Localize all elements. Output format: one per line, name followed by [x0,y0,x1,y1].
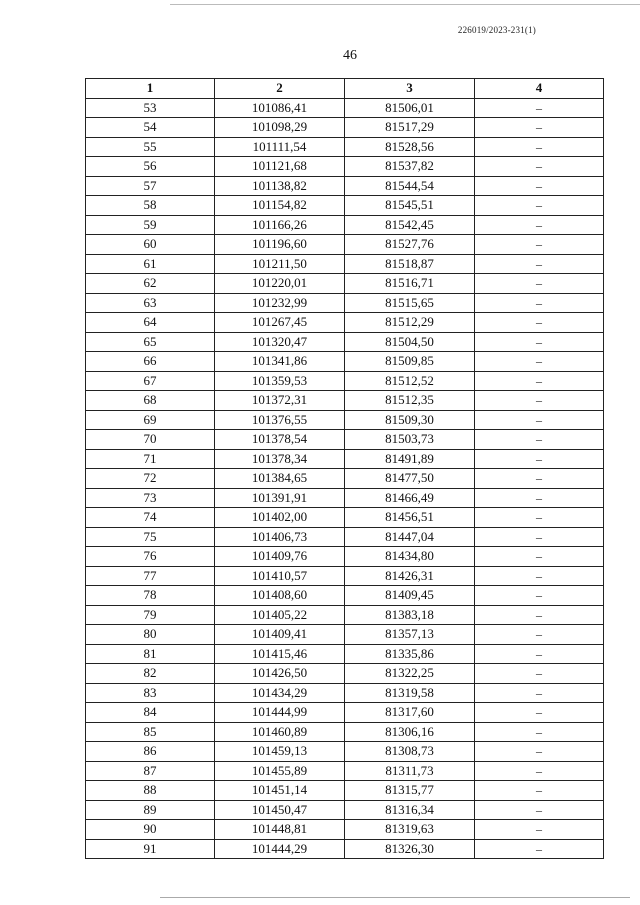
x-coordinate-cell: 101378,54 [215,430,345,450]
point-number-cell: 55 [86,137,215,157]
y-coordinate-cell: 81542,45 [345,215,475,235]
x-coordinate-cell: 101450,47 [215,800,345,820]
note-cell: – [475,118,604,138]
point-number-cell: 56 [86,157,215,177]
table-row [86,254,604,274]
point-number-cell: 60 [86,235,215,255]
point-number-cell: 79 [86,605,215,625]
note-cell: – [475,157,604,177]
table-row [86,371,604,391]
note-cell: – [475,800,604,820]
y-coordinate-cell: 81311,73 [345,761,475,781]
y-coordinate-cell: 81316,34 [345,800,475,820]
note-cell: – [475,683,604,703]
point-number-cell: 74 [86,508,215,528]
table-row [86,157,604,177]
column-header-1: 1 [86,79,215,99]
y-coordinate-cell: 81306,16 [345,722,475,742]
note-cell: – [475,644,604,664]
note-cell: – [475,430,604,450]
point-number-cell: 68 [86,391,215,411]
x-coordinate-cell: 101372,31 [215,391,345,411]
y-coordinate-cell: 81503,73 [345,430,475,450]
point-number-cell: 73 [86,488,215,508]
x-coordinate-cell: 101166,26 [215,215,345,235]
note-cell: – [475,742,604,762]
note-cell: – [475,449,604,469]
x-coordinate-cell: 101410,57 [215,566,345,586]
table-row [86,410,604,430]
point-number-cell: 78 [86,586,215,606]
page-number: 46 [343,48,357,63]
y-coordinate-cell: 81466,49 [345,488,475,508]
table-row [86,566,604,586]
top-rule [170,4,640,5]
point-number-cell: 63 [86,293,215,313]
y-coordinate-cell: 81537,82 [345,157,475,177]
point-number-cell: 71 [86,449,215,469]
y-coordinate-cell: 81317,60 [345,703,475,723]
x-coordinate-cell: 101267,45 [215,313,345,333]
note-cell: – [475,254,604,274]
x-coordinate-cell: 101460,89 [215,722,345,742]
point-number-cell: 85 [86,722,215,742]
table-row [86,644,604,664]
y-coordinate-cell: 81506,01 [345,98,475,118]
point-number-cell: 84 [86,703,215,723]
point-number-cell: 53 [86,98,215,118]
y-coordinate-cell: 81315,77 [345,781,475,801]
point-number-cell: 91 [86,839,215,859]
table-row [86,196,604,216]
table-row [86,625,604,645]
y-coordinate-cell: 81477,50 [345,469,475,489]
table-row [86,313,604,333]
note-cell: – [475,391,604,411]
note-cell: – [475,703,604,723]
note-cell: – [475,176,604,196]
y-coordinate-cell: 81434,80 [345,547,475,567]
y-coordinate-cell: 81322,25 [345,664,475,684]
table-row [86,391,604,411]
y-coordinate-cell: 81512,52 [345,371,475,391]
x-coordinate-cell: 101378,34 [215,449,345,469]
y-coordinate-cell: 81518,87 [345,254,475,274]
table-row [86,176,604,196]
x-coordinate-cell: 101384,65 [215,469,345,489]
point-number-cell: 77 [86,566,215,586]
point-number-cell: 83 [86,683,215,703]
x-coordinate-cell: 101415,46 [215,644,345,664]
x-coordinate-cell: 101341,86 [215,352,345,372]
x-coordinate-cell: 101402,00 [215,508,345,528]
table-row [86,742,604,762]
note-cell: – [475,625,604,645]
table-row [86,703,604,723]
x-coordinate-cell: 101320,47 [215,332,345,352]
y-coordinate-cell: 81456,51 [345,508,475,528]
x-coordinate-cell: 101376,55 [215,410,345,430]
note-cell: – [475,352,604,372]
x-coordinate-cell: 101444,99 [215,703,345,723]
x-coordinate-cell: 101409,76 [215,547,345,567]
column-header-4: 4 [475,79,604,99]
x-coordinate-cell: 101426,50 [215,664,345,684]
y-coordinate-cell: 81544,54 [345,176,475,196]
point-number-cell: 88 [86,781,215,801]
table-row [86,527,604,547]
x-coordinate-cell: 101409,41 [215,625,345,645]
y-coordinate-cell: 81383,18 [345,605,475,625]
point-number-cell: 62 [86,274,215,294]
note-cell: – [475,820,604,840]
x-coordinate-cell: 101232,99 [215,293,345,313]
x-coordinate-cell: 101406,73 [215,527,345,547]
note-cell: – [475,508,604,528]
table-row [86,508,604,528]
note-cell: – [475,196,604,216]
point-number-cell: 59 [86,215,215,235]
table-row [86,235,604,255]
y-coordinate-cell: 81515,65 [345,293,475,313]
y-coordinate-cell: 81335,86 [345,644,475,664]
x-coordinate-cell: 101451,14 [215,781,345,801]
y-coordinate-cell: 81504,50 [345,332,475,352]
point-number-cell: 57 [86,176,215,196]
point-number-cell: 86 [86,742,215,762]
table-row [86,781,604,801]
y-coordinate-cell: 81326,30 [345,839,475,859]
point-number-cell: 75 [86,527,215,547]
x-coordinate-cell: 101138,82 [215,176,345,196]
table-row [86,820,604,840]
column-header-3: 3 [345,79,475,99]
document-number: 226019/2023-231(1) [457,25,536,35]
table-row [86,488,604,508]
note-cell: – [475,98,604,118]
y-coordinate-cell: 81512,29 [345,313,475,333]
note-cell: – [475,371,604,391]
note-cell: – [475,215,604,235]
point-number-cell: 70 [86,430,215,450]
y-coordinate-cell: 81527,76 [345,235,475,255]
y-coordinate-cell: 81319,63 [345,820,475,840]
table-row [86,839,604,859]
note-cell: – [475,781,604,801]
table-row [86,274,604,294]
table-row [86,547,604,567]
y-coordinate-cell: 81426,31 [345,566,475,586]
x-coordinate-cell: 101459,13 [215,742,345,762]
table-row [86,449,604,469]
table-row [86,800,604,820]
table-row [86,137,604,157]
point-number-cell: 65 [86,332,215,352]
table-row [86,352,604,372]
x-coordinate-cell: 101391,91 [215,488,345,508]
x-coordinate-cell: 101121,68 [215,157,345,177]
x-coordinate-cell: 101434,29 [215,683,345,703]
note-cell: – [475,839,604,859]
bottom-rule [160,897,630,898]
point-number-cell: 89 [86,800,215,820]
note-cell: – [475,137,604,157]
table-row [86,469,604,489]
table-row [86,430,604,450]
y-coordinate-cell: 81357,13 [345,625,475,645]
x-coordinate-cell: 101408,60 [215,586,345,606]
table-body [86,98,604,859]
x-coordinate-cell: 101154,82 [215,196,345,216]
point-number-cell: 66 [86,352,215,372]
note-cell: – [475,566,604,586]
note-cell: – [475,664,604,684]
point-number-cell: 81 [86,644,215,664]
y-coordinate-cell: 81528,56 [345,137,475,157]
x-coordinate-cell: 101405,22 [215,605,345,625]
table-row [86,98,604,118]
note-cell: – [475,547,604,567]
x-coordinate-cell: 101111,54 [215,137,345,157]
note-cell: – [475,761,604,781]
point-number-cell: 54 [86,118,215,138]
column-header-2: 2 [215,79,345,99]
note-cell: – [475,469,604,489]
table-row [86,722,604,742]
note-cell: – [475,488,604,508]
y-coordinate-cell: 81509,85 [345,352,475,372]
x-coordinate-cell: 101455,89 [215,761,345,781]
x-coordinate-cell: 101086,41 [215,98,345,118]
y-coordinate-cell: 81447,04 [345,527,475,547]
note-cell: – [475,274,604,294]
coordinates-table [85,78,604,859]
x-coordinate-cell: 101098,29 [215,118,345,138]
note-cell: – [475,586,604,606]
point-number-cell: 64 [86,313,215,333]
table-row [86,683,604,703]
table-row [86,215,604,235]
table-row [86,605,604,625]
note-cell: – [475,332,604,352]
point-number-cell: 61 [86,254,215,274]
note-cell: – [475,410,604,430]
point-number-cell: 76 [86,547,215,567]
note-cell: – [475,722,604,742]
point-number-cell: 58 [86,196,215,216]
y-coordinate-cell: 81512,35 [345,391,475,411]
point-number-cell: 87 [86,761,215,781]
note-cell: – [475,605,604,625]
table-row [86,664,604,684]
table-row [86,586,604,606]
point-number-cell: 80 [86,625,215,645]
y-coordinate-cell: 81308,73 [345,742,475,762]
table-row [86,332,604,352]
table-row [86,118,604,138]
y-coordinate-cell: 81409,45 [345,586,475,606]
x-coordinate-cell: 101359,53 [215,371,345,391]
x-coordinate-cell: 101444,29 [215,839,345,859]
y-coordinate-cell: 81516,71 [345,274,475,294]
y-coordinate-cell: 81545,51 [345,196,475,216]
note-cell: – [475,293,604,313]
note-cell: – [475,527,604,547]
y-coordinate-cell: 81517,29 [345,118,475,138]
table-header-row [86,79,604,99]
x-coordinate-cell: 101220,01 [215,274,345,294]
point-number-cell: 72 [86,469,215,489]
y-coordinate-cell: 81491,89 [345,449,475,469]
x-coordinate-cell: 101448,81 [215,820,345,840]
x-coordinate-cell: 101196,60 [215,235,345,255]
table-row [86,293,604,313]
y-coordinate-cell: 81319,58 [345,683,475,703]
point-number-cell: 82 [86,664,215,684]
y-coordinate-cell: 81509,30 [345,410,475,430]
point-number-cell: 69 [86,410,215,430]
table-row [86,761,604,781]
point-number-cell: 67 [86,371,215,391]
x-coordinate-cell: 101211,50 [215,254,345,274]
note-cell: – [475,313,604,333]
note-cell: – [475,235,604,255]
point-number-cell: 90 [86,820,215,840]
